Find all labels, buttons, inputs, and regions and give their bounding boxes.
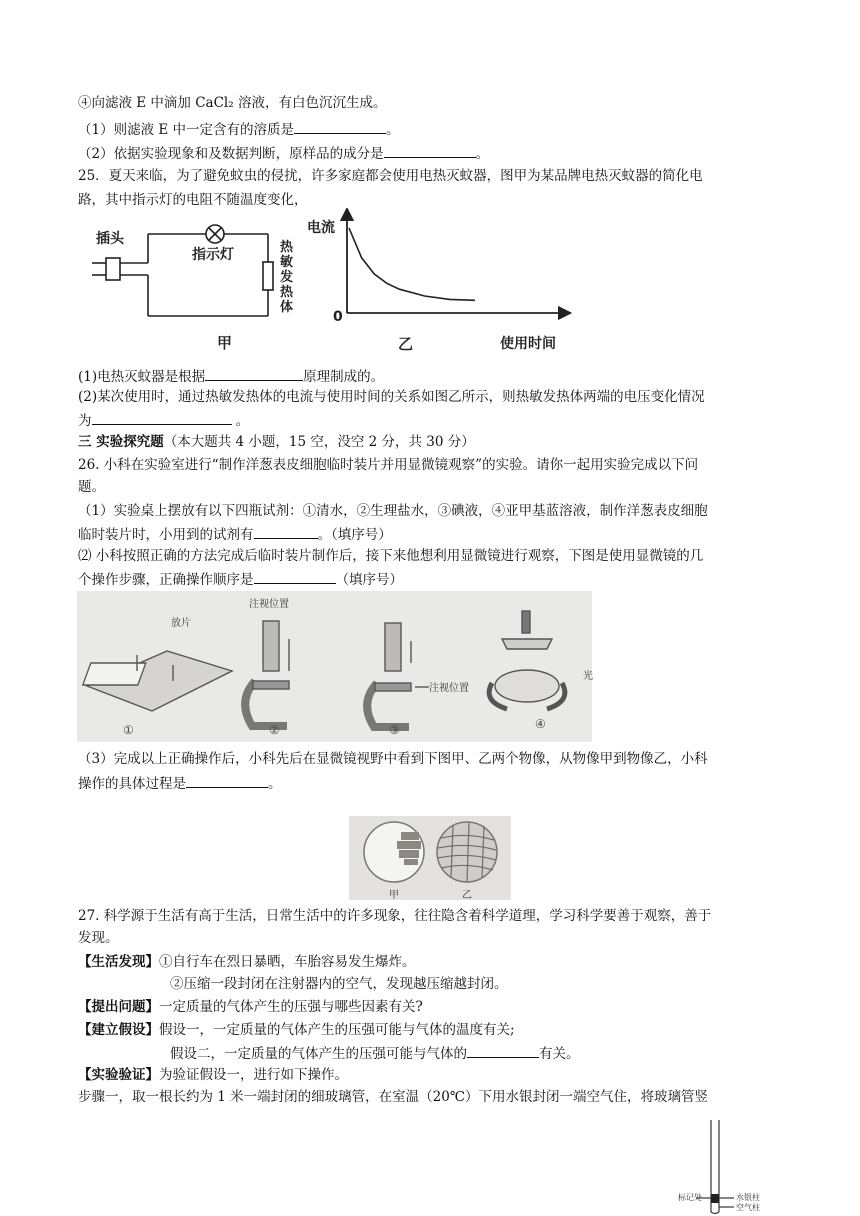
tag-label: 【建立假设】 (78, 1022, 159, 1038)
section-title: 三 实验探究题 (78, 434, 164, 450)
lamp-label: 指示灯 (192, 247, 234, 263)
graph-origin: 0 (333, 309, 343, 325)
answer-blank[interactable] (254, 524, 318, 539)
figure-jia-caption: 甲 (217, 334, 233, 352)
mark-label: 标记处 (678, 1193, 702, 1202)
question-text: 操作的具体过程是 (78, 776, 186, 792)
figure-yi-caption: 乙 (398, 335, 414, 353)
question-text-end: 。 (268, 776, 282, 792)
raise-question (78, 998, 423, 1017)
life-discovery-2: ②压缩一段封闭在注射器内的空气，发现越压缩越封闭。 (170, 976, 508, 992)
heater-label: 热敏发热体 (280, 240, 294, 315)
hypothesis-1 (78, 1021, 515, 1040)
step-number-3: ③ (389, 723, 400, 737)
tag-label: 【生活发现】 (78, 954, 159, 970)
tag-label: 【实验验证】 (78, 1067, 159, 1083)
question-text-end: （填序号） (335, 572, 403, 588)
mercury-column (711, 1194, 719, 1203)
question-26-2-cont (78, 569, 403, 590)
graph-xlabel: 使用时间 (500, 336, 556, 352)
answer-blank[interactable] (254, 569, 336, 584)
question-25-2-cont (78, 410, 249, 431)
watch-position-label-2: 注视位置 (429, 683, 469, 694)
answer-blank[interactable] (467, 1043, 539, 1058)
question-text: 为 (78, 413, 92, 429)
question-text: 假设二，一定质量的气体产生的压强可能与气体的 (170, 1046, 467, 1062)
question-26-3-cont (78, 773, 282, 794)
question-text-end: 。 (386, 122, 400, 138)
tag-content: 为验证假设一，进行如下操作。 (159, 1067, 348, 1083)
mercury-label: 水银柱 (736, 1193, 760, 1202)
question-text-end: 。 (475, 146, 490, 162)
question-25-stem: 25．夏天来临，为了避免蚊虫的侵扰，许多家庭都会使用电热灭蚊器，图甲为某品牌电热灭蚊器的简化电 (78, 168, 703, 184)
question-27-stem: 27. 科学源于生活有高于生活，日常生活中的许多现象，往往隐含着科学道理，学习科学要善于观察，善于 (78, 908, 712, 924)
view-jia-label: 甲 (389, 890, 399, 901)
light-label: 光 (583, 671, 593, 682)
section-note: （本大题共 4 小题，15 空，没空 2 分，共 30 分） (163, 434, 475, 450)
answer-blank[interactable] (294, 119, 386, 134)
microscope-steps-drawing (77, 591, 592, 742)
text-line: ④向滤液 E 中滴加 CaCl₂ 溶液，有白色沉沉生成。 (78, 95, 387, 111)
watch-position-label-1: 注视位置 (249, 599, 289, 610)
microscope-steps-photo (77, 591, 592, 742)
graph-ylabel: 电流 (307, 220, 335, 236)
microscope-views-photo (349, 816, 511, 900)
question-text: (1)电热灭蚊器是根据 (78, 369, 206, 385)
question-text-end: 有关。 (539, 1046, 580, 1062)
tag-content: 假设一，一定质量的气体产生的压强可能与气体的温度有关; (159, 1022, 515, 1038)
question-25-stem-cont: 路，其中指示灯的电阻不随温度变化， (78, 192, 308, 208)
experiment-verify (78, 1066, 348, 1085)
question-text: （2）依据实验现象和及数据判断，原样品的成分是 (78, 146, 384, 162)
slide-label: 放片 (171, 618, 191, 629)
question-26-stem: 26. 小科在实验室进行“制作洋葱表皮细胞临时装片并用显微镜观察”的实验。请你一起用实验完成以下问 (78, 457, 699, 473)
question-text-end: 。 (231, 413, 250, 429)
question-text-end: 。（填序号） (317, 527, 392, 543)
question-24-2 (78, 143, 489, 164)
question-text: 个操作步骤，正确操作顺序是 (78, 572, 254, 588)
step-one: 步骤一，取一根长约为 1 米一端封闭的细玻璃管，在室温（20℃）下用水银封闭一端空气住，将玻璃管竖 (78, 1089, 708, 1105)
step-number-4: ④ (535, 717, 546, 731)
question-26-1: （1）实验桌上摆放有以下四瓶试剂：①清水，②生理盐水，③碘液，④亚甲基蓝溶液，制作洋葱表皮细胞 (78, 503, 708, 519)
question-24-1 (78, 119, 400, 140)
answer-blank[interactable] (384, 143, 476, 158)
hypothesis-2 (170, 1043, 580, 1064)
question-text-end: 原理制成的。 (303, 369, 385, 385)
tag-content: ①自行车在烈日暴晒，车胎容易发生爆炸。 (159, 954, 416, 970)
plug-body (106, 258, 120, 280)
section-heading (78, 433, 475, 452)
question-25-2: (2)某次使用时，通过热敏发热体的电流与使用时间的关系如图乙所示，则热敏发热体两端的电压变化情况 (78, 389, 705, 405)
question-26-1-cont (78, 524, 392, 545)
answer-blank[interactable] (205, 366, 303, 381)
question-text: （1）则滤液 E 中一定含有的溶质是 (78, 122, 295, 138)
question-26-stem-cont: 题。 (78, 479, 105, 495)
question-text: 临时装片时，小用到的试剂有 (78, 527, 254, 543)
air-column-label: 空气柱 (736, 1203, 760, 1212)
answer-blank[interactable] (186, 773, 268, 788)
answer-blank[interactable] (92, 410, 232, 425)
step-number-2: ② (269, 723, 280, 737)
step-number-1: ① (123, 723, 134, 737)
tag-label: 【提出问题】 (78, 999, 159, 1015)
question-26-3: （3）完成以上正确操作后，小科先后在显微镜视野中看到下图甲、乙两个物像，从物像甲到物像乙，小科 (78, 751, 708, 767)
plug-label: 插头 (96, 231, 124, 247)
question-27-stem-cont: 发现。 (78, 930, 119, 946)
view-yi-label: 乙 (462, 890, 472, 901)
tag-content: 一定质量的气体产生的压强与哪些因素有关? (159, 999, 423, 1015)
life-discovery (78, 953, 416, 972)
microscope-views-drawing (349, 816, 511, 900)
current-curve (349, 228, 475, 300)
heater-resistor-icon (263, 262, 273, 290)
question-26-2: ⑵ 小科按照正确的方法完成后临时装片制作后，接下来他想利用显微镜进行观察，下图是使用显微镜的几 (78, 548, 704, 564)
question-25-1 (78, 366, 384, 387)
